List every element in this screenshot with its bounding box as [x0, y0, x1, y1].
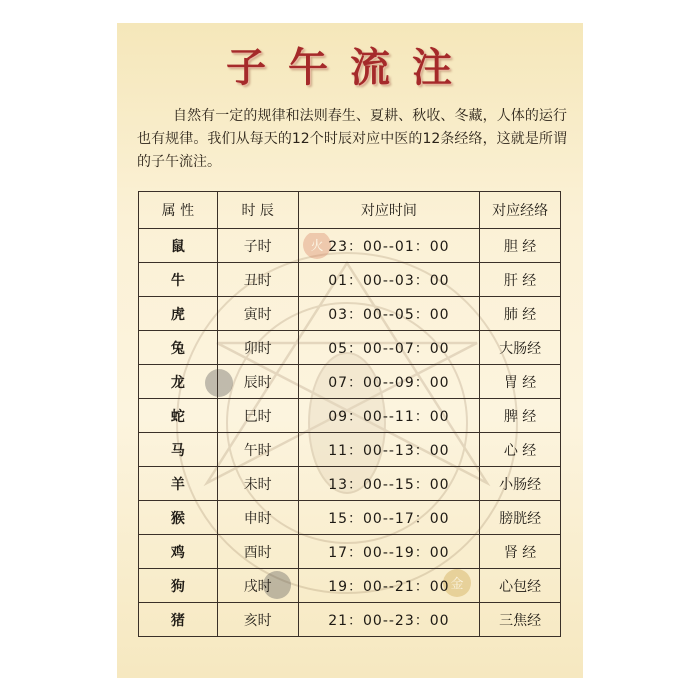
time-range-cell: 11：00--13：00: [298, 433, 480, 467]
shichen-cell: 巳时: [217, 399, 298, 433]
table-header-row: [139, 192, 561, 229]
shichen-cell: 寅时: [217, 297, 298, 331]
shichen-cell: 午时: [217, 433, 298, 467]
zodiac-animal: 鼠: [139, 229, 218, 263]
zodiac-animal: 虎: [139, 297, 218, 331]
intro-paragraph: 自然有一定的规律和法则春生、夏耕、秋收、冬藏，人体的运行也有规律。我们从每天的12个时辰对应中医的12条经络，这就是所谓的子午流注。: [137, 108, 567, 170]
meridian-cell: 大肠经: [480, 331, 561, 365]
table-row: [139, 603, 561, 637]
header-attribute: 属 性: [139, 192, 218, 229]
poster: [117, 23, 583, 678]
time-range-cell: 03：00--05：00: [298, 297, 480, 331]
table-row: [139, 535, 561, 569]
table-row: [139, 569, 561, 603]
zodiac-animal: 猴: [139, 501, 218, 535]
header-shichen: 时 辰: [217, 192, 298, 229]
table-row: [139, 433, 561, 467]
table-row: [139, 399, 561, 433]
meridian-cell: 心包经: [480, 569, 561, 603]
meridian-cell: 肝 经: [480, 263, 561, 297]
zodiac-animal: 猪: [139, 603, 218, 637]
zodiac-animal: 狗: [139, 569, 218, 603]
zodiac-animal: 龙: [139, 365, 218, 399]
header-time: 对应时间: [298, 192, 480, 229]
time-range-cell: 13：00--15：00: [298, 467, 480, 501]
time-range-cell: 21：00--23：00: [298, 603, 480, 637]
header-meridian: 对应经络: [480, 192, 561, 229]
shichen-cell: 卯时: [217, 331, 298, 365]
shichen-cell: 丑时: [217, 263, 298, 297]
time-range-cell: 07：00--09：00: [298, 365, 480, 399]
meridian-cell: 胃 经: [480, 365, 561, 399]
shichen-cell: 辰时: [217, 365, 298, 399]
zodiac-animal: 鸡: [139, 535, 218, 569]
shichen-cell: 戌时: [217, 569, 298, 603]
meridian-cell: 膀胱经: [480, 501, 561, 535]
meridian-cell: 胆 经: [480, 229, 561, 263]
zodiac-animal: 蛇: [139, 399, 218, 433]
shichen-cell: 子时: [217, 229, 298, 263]
shichen-cell: 酉时: [217, 535, 298, 569]
time-range-cell: 17：00--19：00: [298, 535, 480, 569]
meridian-cell: 肾 经: [480, 535, 561, 569]
time-range-cell: 01：00--03：00: [298, 263, 480, 297]
time-range-cell: 19：00--21：00: [298, 569, 480, 603]
zodiac-animal: 羊: [139, 467, 218, 501]
time-range-cell: 05：00--07：00: [298, 331, 480, 365]
meridian-cell: 小肠经: [480, 467, 561, 501]
table-row: [139, 365, 561, 399]
table-row: [139, 263, 561, 297]
zodiac-animal: 马: [139, 433, 218, 467]
meridian-table: [138, 191, 561, 637]
table-row: [139, 501, 561, 535]
time-range-cell: 23：00--01：00: [298, 229, 480, 263]
zodiac-animal: 兔: [139, 331, 218, 365]
time-range-cell: 15：00--17：00: [298, 501, 480, 535]
meridian-cell: 肺 经: [480, 297, 561, 331]
fire-element-label: 火: [310, 239, 324, 254]
meridian-cell: 三焦经: [480, 603, 561, 637]
time-range-cell: 09：00--11：00: [298, 399, 480, 433]
table-row: [139, 297, 561, 331]
poster-title: 子午流注: [226, 44, 474, 91]
table-row: [139, 331, 561, 365]
shichen-cell: 未时: [217, 467, 298, 501]
zodiac-animal: 牛: [139, 263, 218, 297]
table-row: [139, 467, 561, 501]
table-row: [139, 229, 561, 263]
meridian-cell: 心 经: [480, 433, 561, 467]
shichen-cell: 申时: [217, 501, 298, 535]
shichen-cell: 亥时: [217, 603, 298, 637]
meridian-cell: 脾 经: [480, 399, 561, 433]
metal-element-label: 金: [450, 577, 464, 592]
